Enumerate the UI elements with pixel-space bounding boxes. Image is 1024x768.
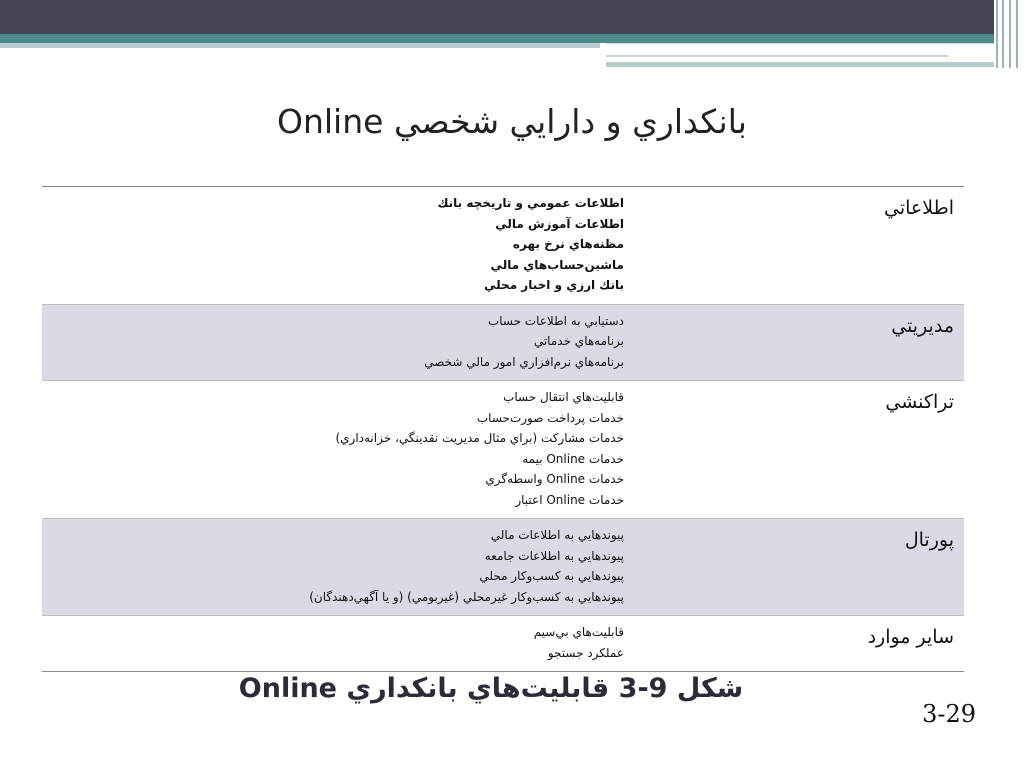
list-item: خدمات Online واسطه‌گري bbox=[485, 472, 624, 486]
list-item: مظنه‌هاي نرخ بهره bbox=[512, 237, 624, 251]
row-items bbox=[42, 381, 624, 518]
row-category: ساير موارد bbox=[867, 626, 954, 648]
header-bar bbox=[0, 0, 1024, 34]
row-items bbox=[42, 187, 624, 304]
list-item: بانك ارزي و اخبار محلي bbox=[484, 278, 624, 292]
list-item: خدمات Online اعتبار bbox=[515, 492, 624, 507]
row-category: مديريتي bbox=[891, 314, 954, 337]
row-items bbox=[42, 616, 624, 671]
list-item: اطلاعات عمومي و تاريخچه بانك bbox=[437, 196, 624, 210]
header-accent-band bbox=[0, 34, 1000, 43]
list-item: دستيابي به اطلاعات حساب bbox=[487, 313, 624, 328]
header-rule-1 bbox=[606, 43, 1000, 49]
page-number: 3-29 bbox=[922, 700, 976, 728]
row-category: اطلاعاتي bbox=[884, 197, 954, 219]
list-item: پيوندهايي به كسب‌وكار غيرمحلي (غيربومي) (و يا آگهي‌دهندگان) bbox=[309, 589, 624, 604]
list-item: خدمات پرداخت صورت‌حساب bbox=[476, 410, 624, 425]
table-row-portal bbox=[42, 518, 964, 615]
header-rule-2 bbox=[606, 55, 948, 57]
table-row-other bbox=[42, 615, 964, 671]
row-category: پورتال bbox=[904, 529, 954, 551]
header-light-band bbox=[0, 43, 600, 48]
header-rule-3 bbox=[606, 62, 1000, 67]
list-item: خدمات Online بيمه bbox=[522, 451, 624, 466]
slide-title: بانكداري و دارايي شخصي Online bbox=[277, 102, 747, 141]
list-item: خدمات مشاركت (براي مثال مديريت نقدينگي، خزانه‌داري) bbox=[335, 431, 624, 445]
list-item: قابليت‌هاي انتقال حساب bbox=[503, 390, 624, 404]
table-row-informational bbox=[42, 187, 964, 304]
list-item: عملكرد جستجو bbox=[547, 645, 624, 660]
list-item: قابليت‌هاي بي‌سيم bbox=[533, 625, 624, 639]
row-category: تراكنشي bbox=[885, 391, 954, 413]
list-item: پيوندهايي به كسب‌وكار محلي bbox=[479, 569, 624, 583]
figure-caption: شكل 9-3 قابليت‌هاي بانكداري Online bbox=[238, 673, 744, 704]
row-items bbox=[42, 519, 624, 615]
table-row-administrative bbox=[42, 304, 964, 381]
table-row-transactional bbox=[42, 380, 964, 518]
list-item: اطلاعات آموزش مالي bbox=[495, 216, 624, 231]
list-item: برنامه‌هاي خدماتي bbox=[533, 334, 624, 348]
list-item: برنامه‌هاي نرم‌افزاري امور مالي شخصي bbox=[424, 354, 624, 369]
list-item: پيوندهايي به اطلاعات جامعه bbox=[484, 548, 624, 563]
list-item: پيوندهايي به اطلاعات مالي bbox=[490, 528, 624, 542]
list-item: ماشين‌حساب‌هاي مالي bbox=[490, 257, 624, 272]
row-items bbox=[42, 305, 624, 381]
features-table bbox=[42, 186, 964, 672]
header-vertical-lines bbox=[994, 0, 1024, 68]
